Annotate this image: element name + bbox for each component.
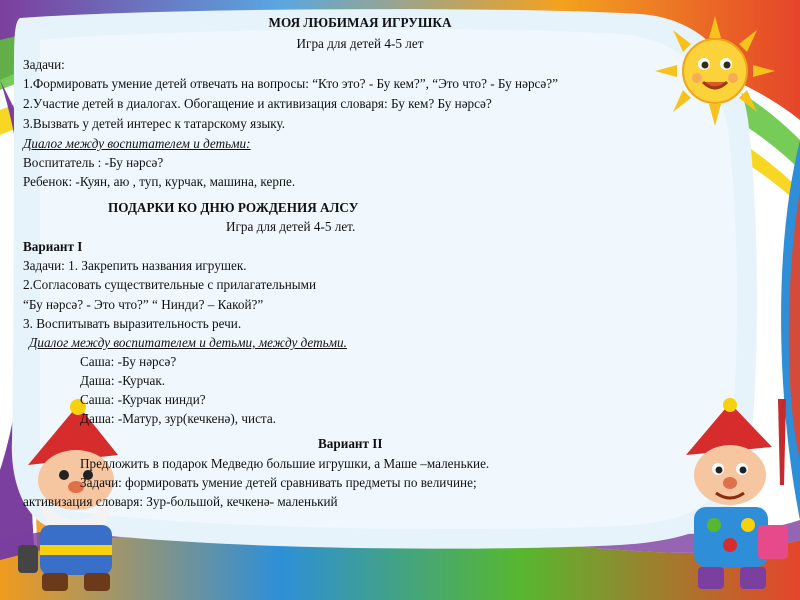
variant2-line-3: активизация словаря: Зур-большой, кечкенә- маленький xyxy=(23,494,338,509)
section2-line-3: “Бу нәрсә? - Это что?” “ Нинди? – Какой?” xyxy=(23,297,264,312)
section1-dialog-1: Воспитатель : -Бу нәрсә? xyxy=(23,155,164,170)
section2-dialog-4: Даша: -Матур, зур(кечкенә), чиста. xyxy=(80,411,277,426)
section1-subtitle: Игра для детей 4-5 лет xyxy=(296,36,424,51)
section2-dialog-1: Саша: -Бу нәрсә? xyxy=(80,354,177,369)
section2-line-4: 3. Воспитывать выразительность речи. xyxy=(23,316,242,331)
section1-dialog-2: Ребенок: -Куян, аю , туп, курчак, машина, керпе. xyxy=(23,174,296,189)
section2-title: ПОДАРКИ КО ДНЮ РОЖДЕНИЯ АЛСУ xyxy=(108,200,359,215)
section2-line-2: 2.Согласовать существительные с прилагательными xyxy=(23,277,317,292)
section2-dialog-3: Саша: -Курчак нинди? xyxy=(80,392,206,407)
variant2-line-2: Задачи: формировать умение детей сравнивать предметы по величине; xyxy=(80,475,477,490)
section2-dialog-2: Даша: -Курчак. xyxy=(80,373,166,388)
variant2-line-1: Предложить в подарок Медведю большие игрушки, а Маше –маленькие. xyxy=(80,456,490,471)
section1-task-1: 1.Формировать умение детей отвечать на вопросы: “Кто это? - Бу кем?”, “Это что? - Бу нәрсә?” xyxy=(23,76,558,91)
section1-title: МОЯ ЛЮБИМАЯ ИГРУШКА xyxy=(268,15,452,30)
variant1-heading: Вариант I xyxy=(23,239,83,254)
section1-task-2: 2.Участие детей в диалогах. Обогащение и активизация словаря: Бу кем? Бу нәрсә? xyxy=(23,96,492,111)
variant2-heading: Вариант II xyxy=(318,436,383,451)
section2-line-1: Задачи: 1. Закрепить названия игрушек. xyxy=(23,258,247,273)
section1-dialog-label: Диалог между воспитателем и детьми: xyxy=(23,136,251,151)
section1-tasks-label: Задачи: xyxy=(23,57,65,72)
section1-task-3: 3.Вызвать у детей интерес к татарскому языку. xyxy=(23,116,286,131)
section2-dialog-label: Диалог между воспитателем и детьми, между детьми. xyxy=(29,335,347,350)
section2-subtitle: Игра для детей 4-5 лет. xyxy=(226,219,356,234)
